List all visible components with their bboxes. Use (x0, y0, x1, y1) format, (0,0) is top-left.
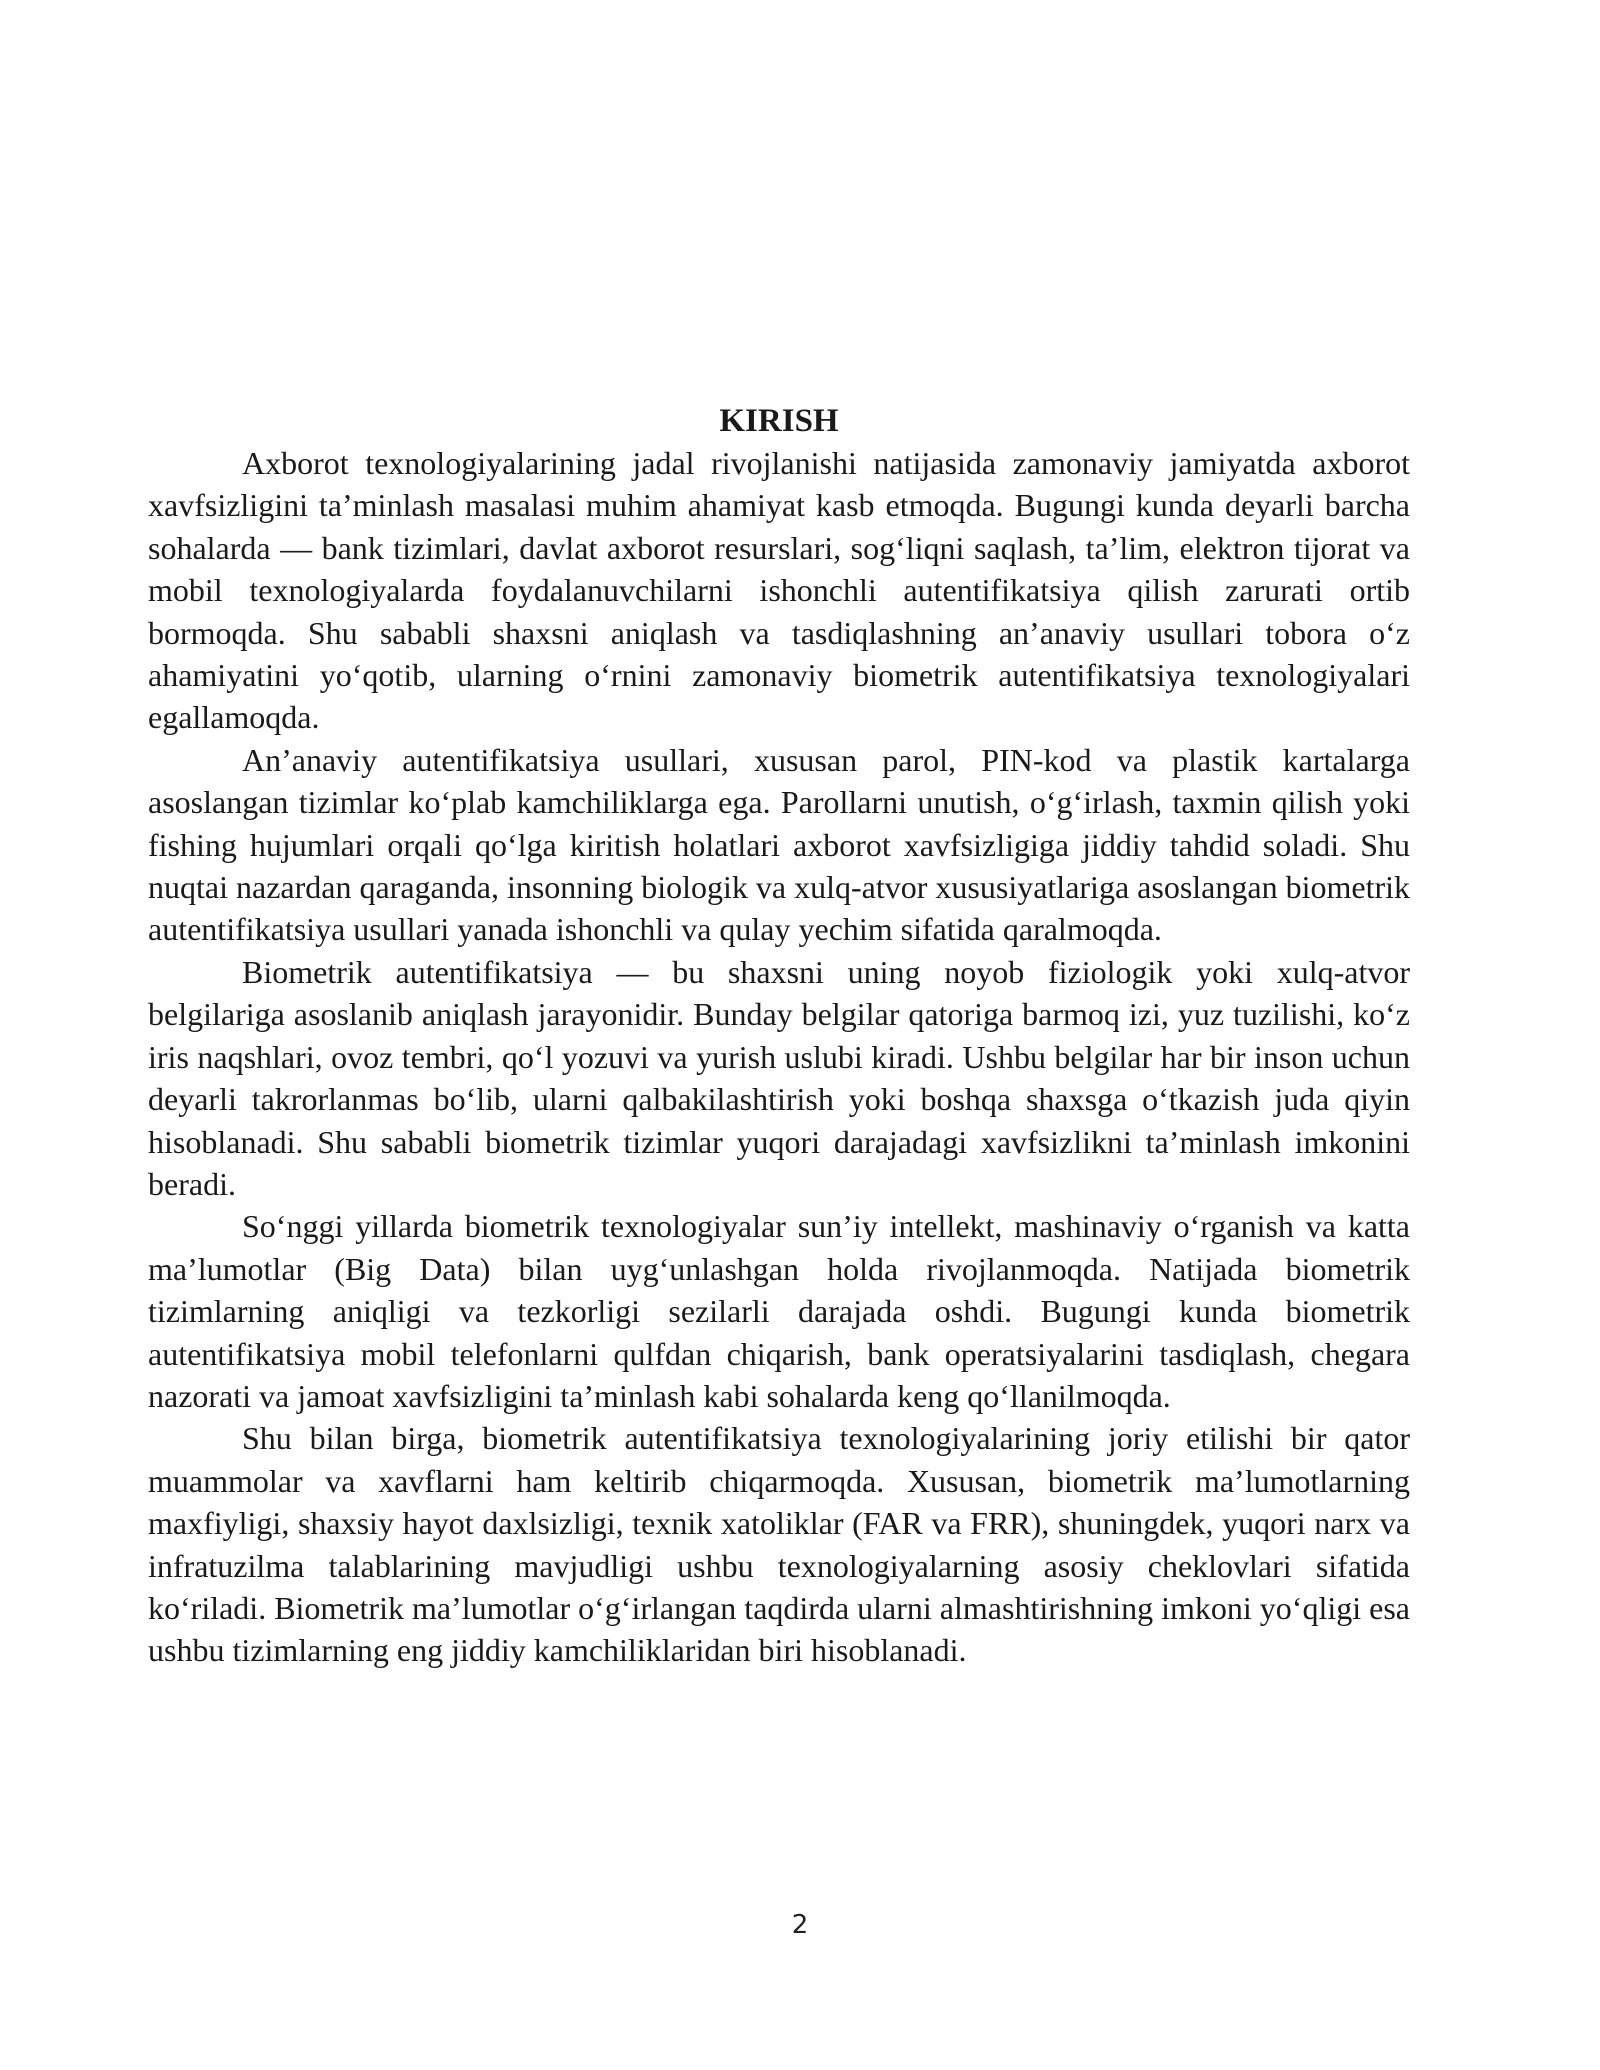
paragraph-4: So‘nggi yillarda biometrik texnologiyalar sun’iy intellekt, mashinaviy o‘rganish va katta ma’lumotlar (Big Data) bilan uyg‘unlashgan holda rivojlanmoqda. Natijada biometrik tizimlarning aniqligi va tezkorligi sezilarli darajada oshdi. Bugungi kunda biometrik autentifikatsiya mobil telefonlarni qulfdan chiqarish, bank operatsiyalarini tasdiqlash, chegara nazorati va jamoat xavfsizligini ta’minlash kabi sohalarda keng qo‘llanilmoqda. (148, 1208, 1410, 1414)
paragraph-5: Shu bilan birga, biometrik autentifikatsiya texnologiyalarining joriy etilishi bir qator muammolar va xavflarni ham keltirib chiqarmoqda. Xususan, biometrik ma’lumotlarning maxfiyligi, shaxsiy hayot daxlsizligi, texnik xatoliklar (FAR va FRR), shuningdek, yuqori narx va infratuzilma talablarining mavjudligi ushbu texnologiyalarning asosiy cheklovlari sifatida ko‘riladi. Biometrik ma’lumotlar o‘g‘irlangan taqdirda ularni almashtirishning imkoni yo‘qligi esa ushbu tizimlarning eng jiddiy kamchiliklaridan biri hisoblanadi. (148, 1420, 1410, 1669)
page-content (148, 400, 1410, 1672)
section-title: KIRISH (719, 403, 839, 439)
paragraph-2: An’anaviy autentifikatsiya usullari, xususan parol, PIN-kod va plastik kartalarga asoslangan tizimlar ko‘plab kamchiliklarga ega. Parollarni unutish, o‘g‘irlash, taxmin qilish yoki fishing hujumlari orqali qo‘lga kiritish holatlari axborot xavfsizligiga jiddiy tahdid soladi. Shu nuqtai nazardan qaraganda, insonning biologik va xulq-atvor xususiyatlariga asoslangan biometrik autentifikatsiya usullari yanada ishonchli va qulay yechim sifatida qaralmoqda. (148, 741, 1410, 948)
paragraph-3: Biometrik autentifikatsiya — bu shaxsni uning noyob fiziologik yoki xulq-atvor belgilariga asoslanib aniqlash jarayonidir. Bunday belgilar qatoriga barmoq izi, yuz tuzilishi, ko‘z iris naqshlari, ovoz tembri, qo‘l yozuvi va yurish uslubi kiradi. Ushbu belgilar har bir inson uchun deyarli takrorlanmas bo‘lib, ularni qalbakilashtirish yoki boshqa shaxsga o‘tkazish juda qiyin hisoblanadi. Shu sababli biometrik tizimlar yuqori darajadagi xavfsizlikni ta’minlash imkonini beradi. (148, 953, 1410, 1202)
paragraph-1: Axborot texnologiyalarining jadal rivojlanishi natijasida zamonaviy jamiyatda axborot xavfsizligini ta’minlash masalasi muhim ahamiyat kasb etmoqda. Bugungi kunda deyarli barcha sohalarda — bank tizimlari, davlat axborot resurslari, sog‘liqni saqlash, ta’lim, elektron tijorat va mobil texnologiyalarda foydalanuvchilarni ishonchli autentifikatsiya qilish zarurati ortib bormoqda. Shu sababli shaxsni aniqlash va tasdiqlashning an’anaviy usullari tobora o‘z ahamiyatini yo‘qotib, ularning o‘rnini zamonaviy biometrik autentifikatsiya texnologiyalari egallamoqda. (148, 445, 1410, 736)
page-number: 2 (791, 1910, 809, 1940)
